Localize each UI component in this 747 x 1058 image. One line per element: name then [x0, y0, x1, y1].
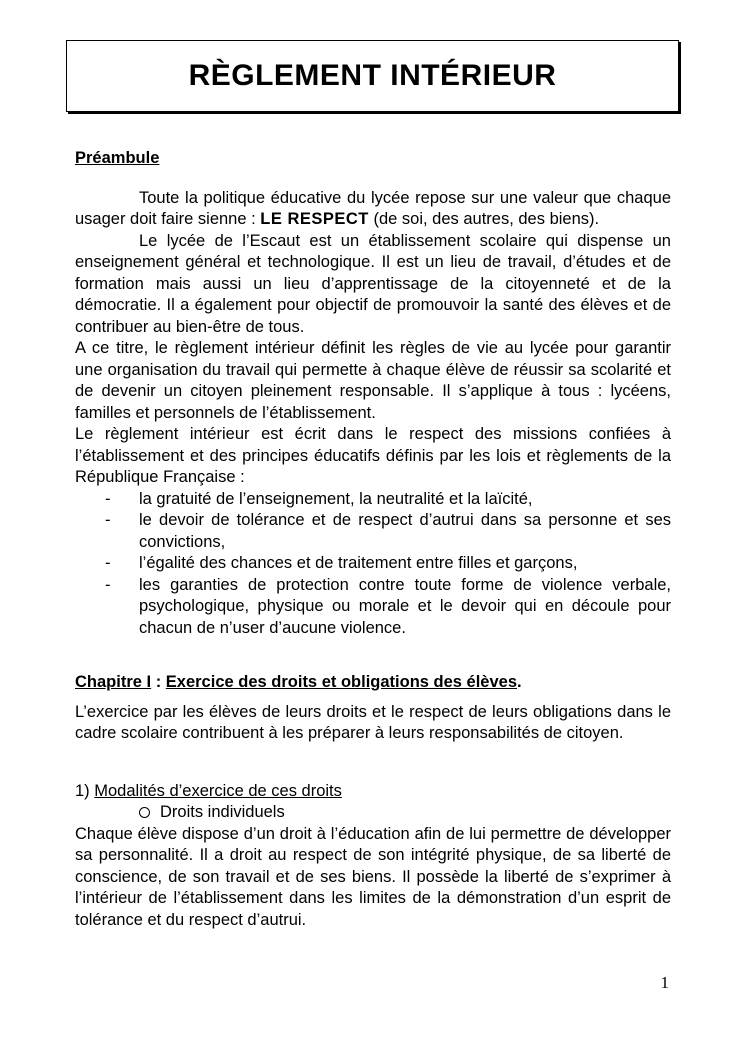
page-number: 1 — [660, 973, 669, 992]
chapter-title: Exercice des droits et obligations des élèves — [165, 673, 518, 691]
p1-text-b: (de soi, des autres, des biens). — [368, 210, 600, 228]
section-paragraph: Chaque élève dispose d’un droit à l’éducation afin de lui permettre de développer sa personnalité. Il a droit au respect de son intégrité physique, de sa liberté de conscience, de son travail et de ses biens. Il possède la liberté de s’exprimer à l’intérieur de l’établissement dans les limites de la démonstration d’un esprit de tolérance et du respect d’autrui. — [75, 824, 671, 929]
preambule-heading: Préambule — [75, 149, 160, 167]
chapter-intro: L’exercice par les élèves de leurs droits et le respect de leurs obligations dans le cadre scolaire contribuent à les préparer à leurs responsabilités de citoyen. — [75, 702, 671, 742]
chapter-label: Chapitre I — [75, 673, 152, 691]
subsection-title: Droits individuels — [160, 803, 285, 821]
list-item-text: la gratuité de l’enseignement, la neutralité et la laïcité, — [139, 489, 533, 508]
preambule-paragraph-2: Le lycée de l’Escaut est un établissement scolaire qui dispense un enseignement général et technologique. Il est un lieu de travail, d’études et de formation mais aussi un lieu d’apprentissage de la citoyenneté et de la démocratie. Il a également pour objectif de promouvoir la santé des élèves et de contribuer au bien-être de tous. — [75, 231, 671, 336]
dash-bullet: - — [105, 489, 111, 508]
p1-text-a: Toute la politique éducative du lycée repose sur une valeur que chaque usager doit faire sienne : — [75, 188, 671, 228]
section-title: Modalités d’exercice de ces droits — [94, 781, 342, 800]
principles-list — [75, 489, 671, 640]
section-number: 1) — [75, 781, 95, 800]
preambule-paragraph-1 — [75, 188, 671, 231]
circle-bullet-icon — [139, 807, 150, 818]
list-item-text: les garanties de protection contre toute forme de violence verbale, psychologique, physique ou morale et le devoir qui en découle pour chacun de n’user d’aucune violence. — [139, 575, 671, 637]
respect-emphasis: LE RESPECT — [260, 210, 369, 228]
subsection-heading — [75, 802, 671, 824]
section-heading — [75, 781, 671, 803]
chapter-heading — [75, 672, 671, 694]
chapter-separator: : — [151, 673, 166, 691]
list-item — [105, 510, 671, 553]
title-box — [66, 40, 679, 112]
list-item-text: l’égalité des chances et de traitement entre filles et garçons, — [139, 554, 578, 572]
list-item-text: le devoir de tolérance et de respect d’autrui dans sa personne et ses convictions, — [139, 511, 671, 551]
preambule-paragraph-3: A ce titre, le règlement intérieur définit les règles de vie au lycée pour garantir une organisation du travail qui permette à chaque élève de réussir sa scolarité et de devenir un citoyen pleinement responsable. Il s’applique à tous : lycéens, familles et personnels de l’établissement. — [75, 339, 671, 422]
page-title: RÈGLEMENT INTÉRIEUR — [188, 59, 557, 93]
preambule-paragraph-4: Le règlement intérieur est écrit dans le respect des missions confiées à l’établissement et des principes éducatifs définis par les lois et règlements de la République Française : — [75, 425, 671, 486]
chapter-dot: . — [517, 673, 522, 691]
dash-bullet: - — [105, 554, 111, 572]
dash-bullet: - — [105, 575, 111, 594]
dash-bullet: - — [105, 511, 111, 529]
list-item — [105, 553, 671, 575]
document-body — [75, 148, 671, 931]
list-item — [105, 489, 671, 511]
list-item — [105, 575, 671, 640]
